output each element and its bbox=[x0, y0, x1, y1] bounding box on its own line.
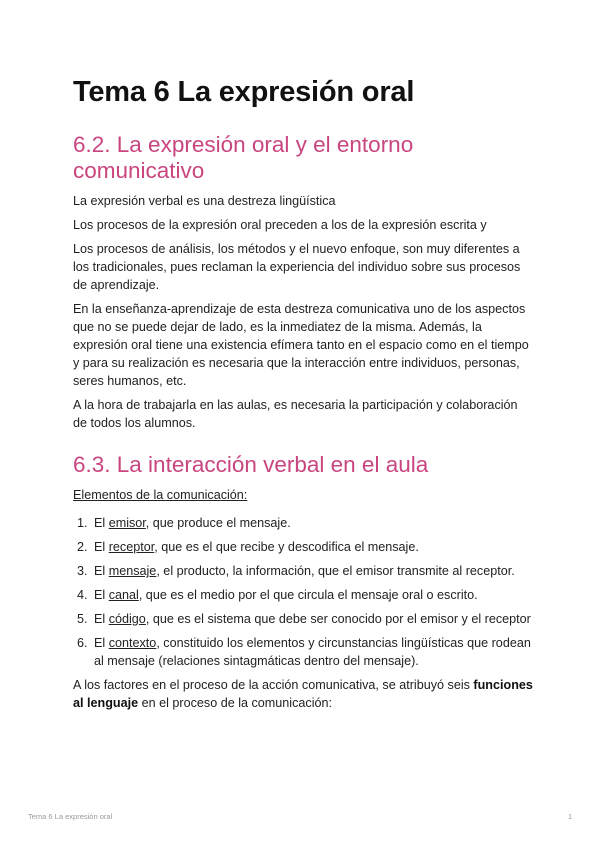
item-text: , constituido los elementos y circunstancias lingüísticas que rodean al mensaje (relaciones sintagmáticas dentro del mensaje). bbox=[94, 636, 531, 668]
item-term: receptor bbox=[108, 540, 155, 554]
closing-text: A los factores en el proceso de la acción comunicativa, se atribuyó seis bbox=[73, 678, 474, 692]
closing-text-end: en el proceso de la comunicación: bbox=[138, 696, 333, 710]
item-text: , que es el medio por el que circula el mensaje oral o escrito. bbox=[138, 588, 478, 602]
item-text: , que es el que recibe y descodifica el mensaje. bbox=[154, 540, 419, 554]
section-heading-6-2: 6.2. La expresión oral y el entorno comunicativo bbox=[73, 132, 414, 183]
item-text: , que produce el mensaje. bbox=[145, 516, 291, 530]
list-item bbox=[73, 538, 533, 556]
list-item bbox=[73, 586, 533, 604]
paragraph: Los procesos de la expresión oral preceden a los de la expresión escrita y bbox=[73, 218, 487, 232]
item-prefix: El bbox=[94, 636, 109, 650]
item-text: , el producto, la información, que el emisor transmite al receptor. bbox=[156, 564, 515, 578]
item-text: , que es el sistema que debe ser conocido por el emisor y el receptor bbox=[145, 612, 531, 626]
item-prefix: El bbox=[94, 540, 109, 554]
paragraph: En la enseñanza-aprendizaje de esta destreza comunicativa uno de los aspectos que no se puede dejar de lado, es la inmediatez de la misma. Además, la expresión oral tiene una existencia efímera tanto en el espacio como en el tiempo y para su realización es necesaria que la interacción entre individuos, personas, seres humanos, etc. bbox=[73, 302, 529, 388]
list-item bbox=[73, 610, 533, 628]
paragraph: Los procesos de análisis, los métodos y el nuevo enfoque, son muy diferentes a los tradicionales, pues reclaman la experiencia del individuo sobre sus procesos de aprendizaje. bbox=[73, 242, 521, 292]
page-title: Tema 6 La expresión oral bbox=[73, 76, 415, 108]
item-term: mensaje bbox=[108, 564, 157, 578]
list-item bbox=[73, 634, 533, 670]
document-body bbox=[73, 74, 533, 712]
page-number: 1 bbox=[568, 812, 573, 821]
item-term: emisor bbox=[108, 516, 146, 530]
item-term: contexto bbox=[108, 636, 157, 650]
item-term: código bbox=[108, 612, 146, 626]
list-number: 6. bbox=[77, 636, 88, 650]
section-heading-6-3: 6.3. La interacción verbal en el aula bbox=[73, 452, 429, 477]
list-number: 4. bbox=[77, 588, 88, 602]
list-intro bbox=[73, 486, 533, 504]
closing-bold: funciones al lenguaje bbox=[73, 678, 533, 710]
list-number: 1. bbox=[77, 516, 88, 530]
item-term: canal bbox=[108, 588, 139, 602]
list-number: 3. bbox=[77, 564, 88, 578]
item-prefix: El bbox=[94, 564, 109, 578]
item-prefix: El bbox=[94, 516, 109, 530]
paragraph: A la hora de trabajarla en las aulas, es necesaria la participación y colaboración de todos los alumnos. bbox=[73, 398, 518, 430]
communication-elements-list bbox=[73, 514, 533, 670]
footer-title: Tema 6 La expresión oral bbox=[28, 812, 113, 821]
closing-paragraph bbox=[73, 676, 533, 712]
item-prefix: El bbox=[94, 588, 109, 602]
paragraph: La expresión verbal es una destreza lingüística bbox=[73, 194, 336, 208]
item-prefix: El bbox=[94, 612, 109, 626]
list-item bbox=[73, 514, 533, 532]
list-intro-text: Elementos de la comunicación: bbox=[73, 488, 248, 502]
list-item bbox=[73, 562, 533, 580]
list-number: 5. bbox=[77, 612, 88, 626]
list-number: 2. bbox=[77, 540, 88, 554]
